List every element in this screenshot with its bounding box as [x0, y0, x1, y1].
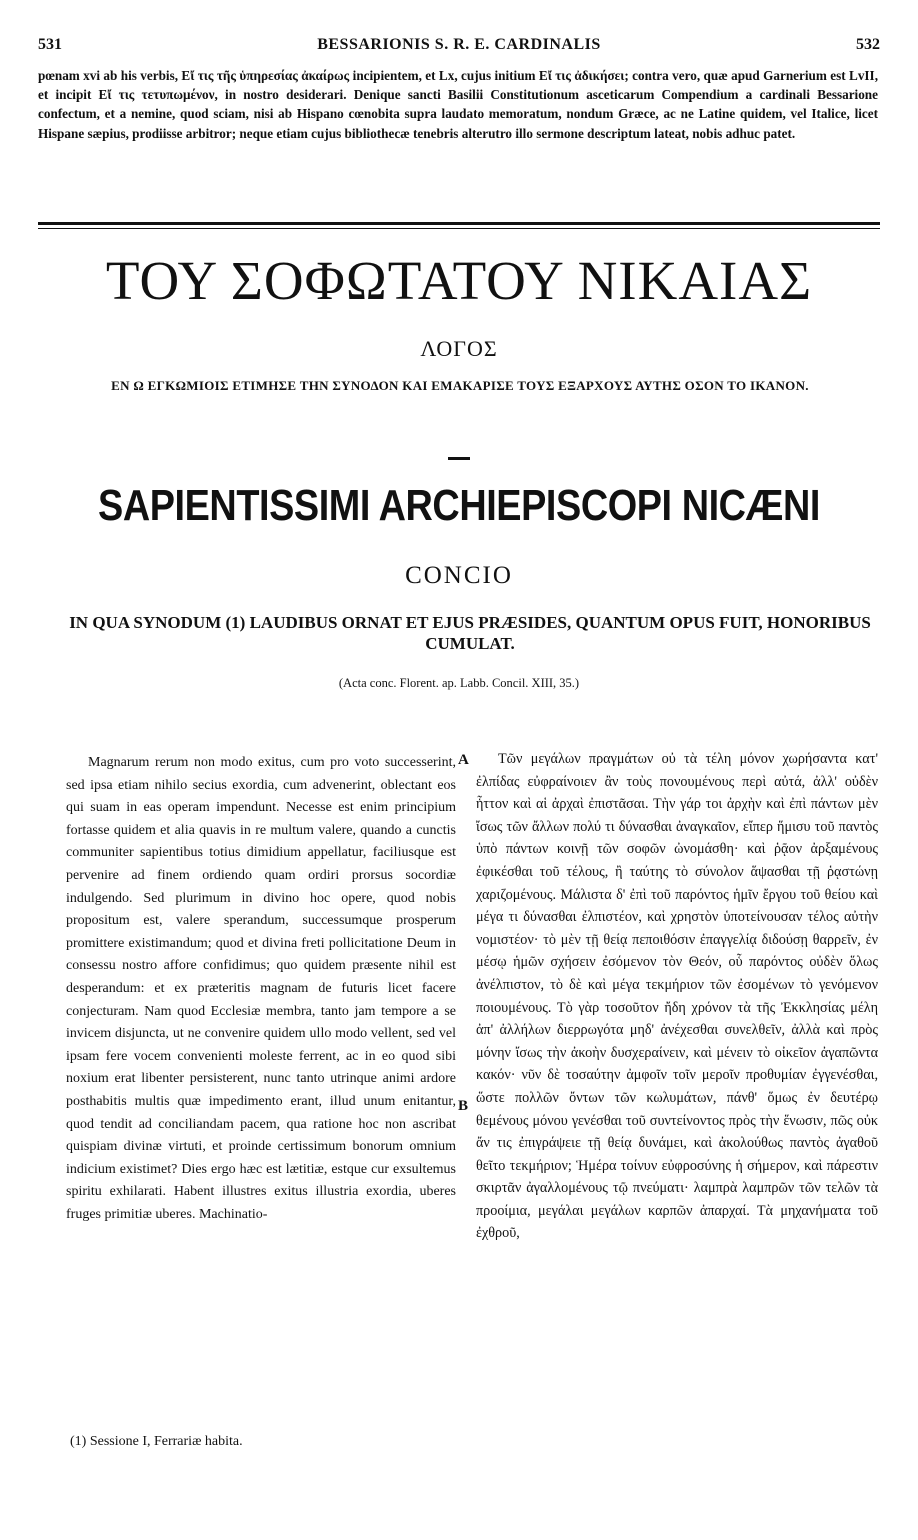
- divider-thin: [38, 228, 880, 229]
- latin-column-text: Magnarum rerum non modo exitus, cum pro voto successerint, sed ipsa etiam nihilo secius exordia, cum advenerint, oblectant eos qui suam in eas operam impendunt. Necesse est enim principium fortasse quidem et alia quavis in re multum valere, quando a cunctis communiter sapientibus totius dimidium appellatur, faciliusque est pervenire ad finem ordiendo quam ordiri prorsus socordiæ indulgendo. Sed plurimum in divino hoc opere, quod nobis propositum est, valere sperandum, successumque prosperum promittere existimandum; quod et divina freti pollicitatione Deum in consessu nostro affore confidimus; quo quidem præsente nihil est desperandum: et ex præteritis magnam de futuris licet facere conjecturam. Nam quod Ecclesiæ membra, tanto jam tempore a se invicem disjuncta, ut ne convenire quidem ullo modo vellent, sed vel ipsam fere vocem convenienti moleste ferrent, ac in eo quod sibi noxium erat libenter persisterent, nunc tanto utrinque animi ardore posthabitis multis quæ impedimento erant, illud unum enitantur, quod tendit ad conciliandam pacem, qua ratione hoc non ascribat quispiam divinæ virtuti, et proinde certissimum bonorum omnium indicium existimet? Dies ergo hæc est lætitiæ, estque cur exsultemus spiritu exhilarati. Habent illustres exitus illustria exordia, uberes fruges primitiæ uberes. Machinatio-: [66, 755, 456, 1222]
- greek-column-text: Τῶν μεγάλων πραγμάτων οὐ τὰ τέλη μόνον χωρήσαντα κατ' ἐλπίδας εὐφραίνοιεν ἂν τοὺς πονουμένους περὶ αὐτά, ἀλλ' οὐδὲν ἧττον καὶ αἱ ἀρχαὶ ἐπιστᾶσαι. Τὴν γάρ τοι ἀρχὴν καὶ ἐπὶ πάντων μὲν ἴσως τῶν ἄλλων πολύ τι δύνασθαι ἀναγκαῖον, εἴπερ ἥμισυ τοῦ παντὸς ὑπὸ πάντων κοινῇ τῶν σοφῶν ὠνομάσθη· καὶ ῥᾷον ἀρξαμένους ἐφικέσθαι τοῦ τέλους, ἢ ταύτης τὸ σύνολον ἅψασθαι τῇ ῥᾳστώνῃ χαριζομένους. Μάλιστα δ' ἐπὶ τοῦ παρόντος ἡμῖν ἔργου τοῦ θείου καὶ μέγα τι δύνασθαι ἐλπιστέον, καὶ χρηστὸν ὑποτείνουσαν τέλος αὐτὴν νομιστέον· τὸ μὲν τῇ θείᾳ πεποιθόσιν ἐπαγγελίᾳ διδούσῃ θαρρεῖν, ἐν μέσῳ ἡμῶν σχήσειν ἐσόμενον τὸν Θεόν, οὗ παρόντος οὐδὲν ὅλως ἀνέλπιστον, τὸ δὲ καὶ μέγα τεκμήριον τῶν ἐσομένων τὸ γενόμενον ποιουμένους. Τὸ γὰρ τοσοῦτον ἤδη χρόνον τὰ τῆς Ἐκκλησίας μέλη ἀπ' ἀλλήλων διερρωγότα μηδ' ἀνέχεσθαι συνελθεῖν, ἀλλὰ καὶ πρὸς μόνην ἴσως τὴν ἀκοὴν δυσχεραίνειν, καὶ μένειν τὸ οἰκεῖον ἀγαπῶντα κακόν· νῦν δὲ τοσαύτην ἀμφοῖν τοῖν μεροῖν προθυμίαν ἐγγενέσθαι, ὥστε πολλῶν ὄντων τῶν κωλυμάτων, πάνθ' ὅμως ἐν δευτέρῳ θεμένους μόνου γενέσθαι τοῦ συντείνοντος πρὸς τὴν ἕνωσιν, πῶς οὐκ ἄν τις ἐπιγράψειε τῇ θείᾳ δυνάμει, καὶ ἀκολούθως παντὸς ἀγαθοῦ θεῖτο τεκμήριον; Ἡμέρα τοίνυν εὐφροσύνης ἡ σήμερον, καὶ πάρεστιν σκιρτᾶν ἀγαλλομένους τῷ πνεύματι· λαμπρὰ λαμπρῶν τῶν τελῶν τὰ προοίμια, μεγάλαι μεγάλων καρπῶν ἀπαρχαί. Τὰ μηχανήματα τοῦ ἐχθροῦ,: [476, 751, 878, 1242]
- intro-paragraph: [38, 66, 878, 143]
- margin-marker-a: A: [458, 752, 469, 768]
- greek-logos-heading: ΛΟΓΟΣ: [420, 336, 498, 361]
- margin-marker-b: B: [458, 1098, 469, 1114]
- running-head: [38, 36, 880, 56]
- latin-column: [66, 752, 456, 1226]
- greek-title: ΤΟΥ ΣΟΦΩΤΑΤΟΥ ΝΙΚΑΙΑΣ: [105, 250, 813, 311]
- greek-subtitle: ΕΝ Ω ΕΓΚΩΜΙΟΙΣ ΕΤΙΜΗΣΕ ΤΗΝ ΣΥΝΟΔΟΝ ΚΑΙ ΕΜΑΚΑΡΙΣΕ ΤΟΥΣ ΕΞΑΡΧΟΥΣ ΑΥΤΗΣ ΟΣΟΝ ΤΟ ΙΚΑΝΟΝ.: [111, 378, 809, 393]
- footnote: (1) Sessione I, Ferrariæ habita.: [70, 1434, 243, 1449]
- intro-text: pœnam xvi ab his verbis, Eἴ τις τῆς ὑπηρεσίας ἀκαίρως incipientem, et Lx, cujus initium Eἴ τις ἀδικήσει; contra vero, quæ apud Garnerium est LvII, et incipit Eἴ τις τετυπωμένον, in nostro desiderari. Denique sancti Basilii Constitutionum asceticarum Compendium a cardinali Bessarione confectum, et a nemine, quod sciam, nisi ab Hispano cœnobita supra laudato memoratum, nondum Græce, ac ne Latine quidem, vel Italice, licet Hispane sæpius, prodiisse arbitror; neque etiam cujus bibliothecæ tenebris alterutro illo sermone descriptum lateat, nobis adhuc patet.: [38, 68, 878, 141]
- latin-subtitle: IN QUA SYNODUM (1) LAUDIBUS ORNAT ET EJUS PRÆSIDES, QUANTUM OPUS FUIT, HONORIBUS CUMULAT.: [69, 613, 871, 653]
- latin-title: SAPIENTISSIMI ARCHIEPISCOPI NICÆNI: [98, 481, 820, 530]
- greek-column: [476, 748, 878, 1245]
- source-citation: (Acta conc. Florent. ap. Labb. Concil. XIII, 35.): [338, 676, 580, 690]
- section-dash: [448, 457, 470, 460]
- divider-thick: [38, 222, 880, 225]
- page-number-left: 531: [38, 36, 62, 53]
- page-number-right: 532: [856, 36, 880, 53]
- latin-concio-heading: CONCIO: [405, 562, 513, 589]
- running-title: BESSARIONIS S. R. E. CARDINALIS: [317, 36, 601, 53]
